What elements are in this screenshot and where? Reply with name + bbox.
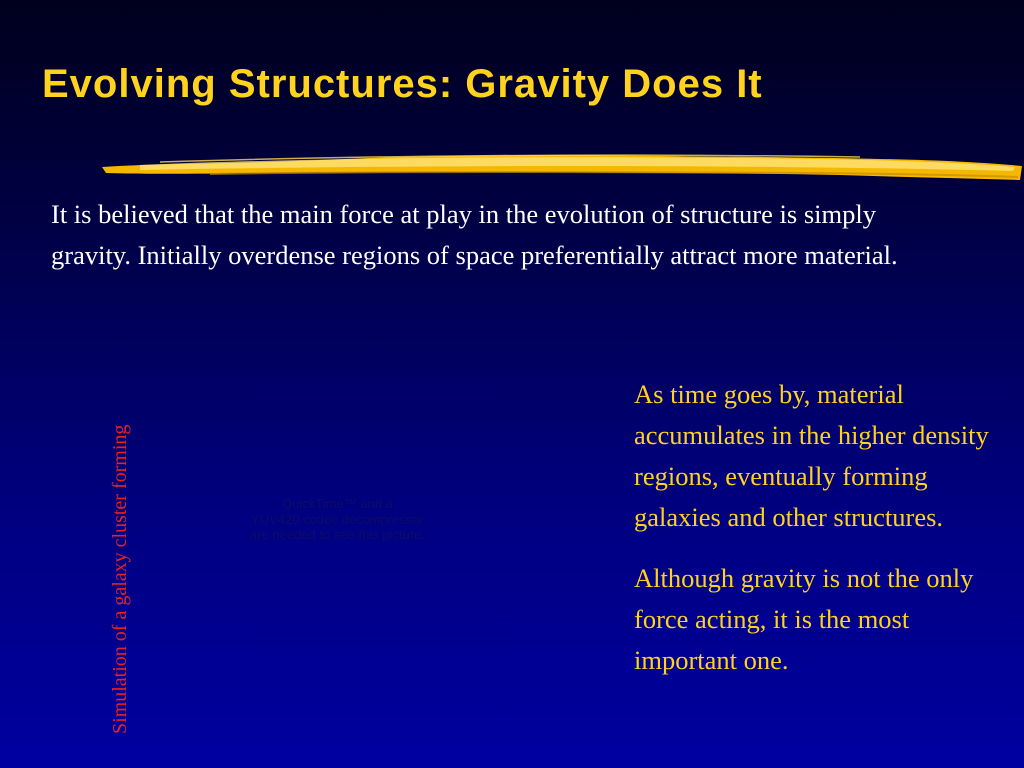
explanation-paragraph: As time goes by, material accumulates in the higher density regions, eventually forming galaxies and other structures. bbox=[634, 379, 989, 532]
simulation-caption: Simulation of a galaxy cluster forming bbox=[109, 424, 131, 734]
intro-paragraph: It is believed that the main force at play in the evolution of structure is simply gravity. Initially overdense regions of space preferentially attract more material. bbox=[51, 199, 898, 270]
placeholder-line: QuickTime™ and a bbox=[282, 496, 393, 511]
placeholder-line: YUV420 codec decompressor bbox=[251, 511, 424, 527]
slide-title: Evolving Structures: Gravity Does It bbox=[42, 62, 763, 106]
quicktime-movie-placeholder[interactable] bbox=[200, 496, 475, 543]
explanation-paragraph: Although gravity is not the only force acting, it is the most important one. bbox=[634, 563, 974, 675]
explanation-block bbox=[634, 374, 1014, 701]
placeholder-line: are needed to see this picture. bbox=[250, 527, 425, 542]
decorative-brush-stroke bbox=[100, 150, 1024, 186]
